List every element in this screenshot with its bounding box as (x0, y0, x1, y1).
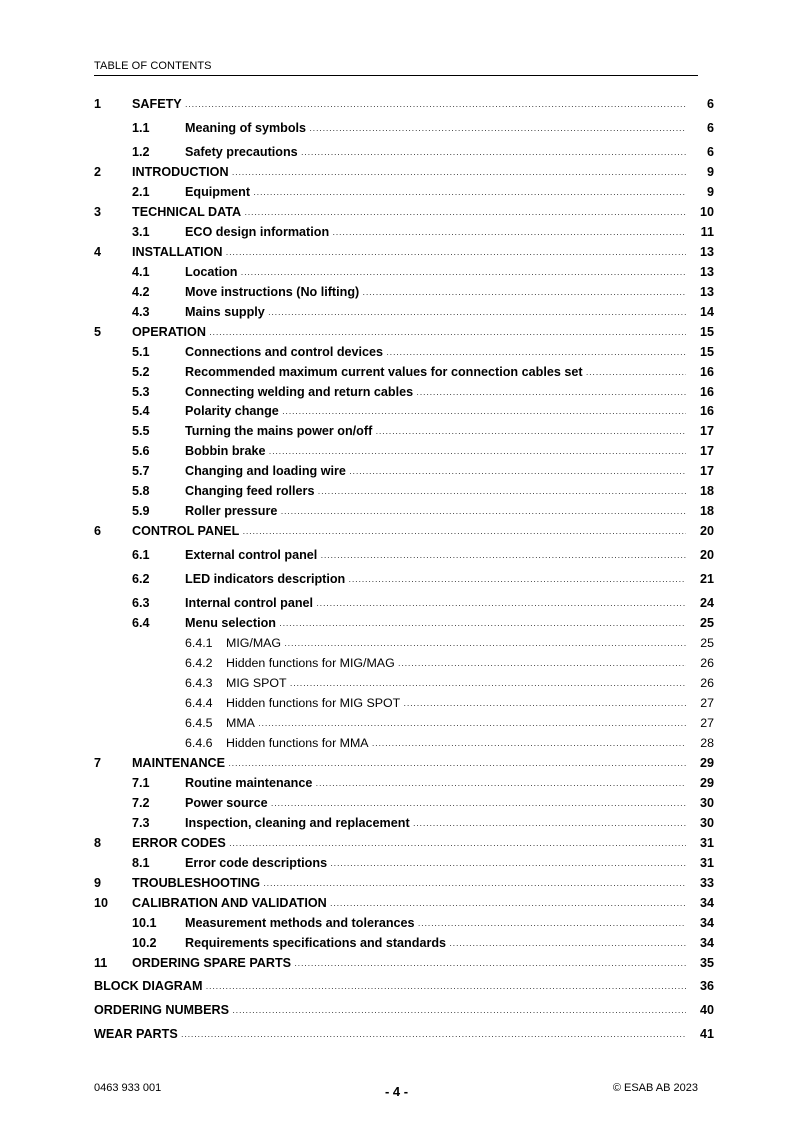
toc-entry[interactable] (94, 362, 714, 382)
toc-entry[interactable] (94, 521, 714, 541)
toc-entry-page: 14 (699, 305, 714, 319)
toc-entry-page: 6 (706, 97, 714, 111)
toc-entry-page: 13 (699, 285, 714, 299)
toc-entry[interactable] (94, 222, 714, 242)
toc-entry-number: 1.1 (132, 121, 150, 135)
toc-entry[interactable] (94, 693, 714, 713)
toc-entry-number: 6.2 (132, 572, 150, 586)
toc-entry-number: 6.3 (132, 596, 150, 610)
toc-entry-title[interactable]: Meaning of symbols ..... (185, 118, 686, 138)
toc-entry[interactable] (94, 501, 714, 521)
toc-entry[interactable] (94, 873, 714, 893)
toc-entry-number: 4.2 (132, 285, 150, 299)
toc-entry[interactable] (94, 401, 714, 421)
toc-entry[interactable] (94, 242, 714, 262)
toc-entry-number: 10.2 (132, 936, 157, 950)
toc-entry-page: 34 (699, 936, 714, 950)
toc-entry-number: 5.4 (132, 404, 150, 418)
toc-entry[interactable] (94, 142, 714, 162)
toc-entry-page: 26 (700, 676, 714, 690)
toc-entry-title[interactable]: OPERATION ..... (132, 322, 686, 342)
toc-entry-title[interactable]: MIG/MAG ..... (226, 633, 686, 653)
toc-entry-title[interactable]: ERROR CODES ..... (132, 833, 686, 853)
footer-copyright: © ESAB AB 2023 (612, 1082, 698, 1094)
toc-entry-title[interactable]: Safety precautions ..... (185, 142, 686, 162)
toc-entry-page: 26 (700, 656, 714, 670)
toc-entry[interactable] (94, 976, 714, 996)
toc-entry-page: 35 (699, 956, 714, 970)
toc-entry[interactable] (94, 481, 714, 501)
toc-entry[interactable] (94, 673, 714, 693)
toc-entry-title[interactable]: Turning the mains power on/off ..... (185, 421, 686, 441)
toc-entry-page: 30 (699, 816, 714, 830)
toc-entry-page: 30 (699, 796, 714, 810)
toc-entry[interactable] (94, 1000, 714, 1020)
toc-entry-number: 5.2 (132, 365, 150, 379)
toc-entry-number: 5.3 (132, 385, 150, 399)
toc-entry[interactable] (94, 1024, 714, 1044)
toc-entry-title[interactable]: BLOCK DIAGRAM ..... (94, 976, 686, 996)
toc-entry-number: 5.8 (132, 484, 150, 498)
toc-entry-number: 7.1 (132, 776, 150, 790)
toc-entry-number: 6.4.4 (185, 696, 213, 710)
toc-entry-title[interactable]: WEAR PARTS ..... (94, 1024, 686, 1044)
toc-entry-number: 2.1 (132, 185, 150, 199)
toc-entry-page: 34 (699, 916, 714, 930)
toc-entry-number: 6.4.2 (185, 656, 213, 670)
toc-entry[interactable] (94, 302, 714, 322)
toc-entry-title[interactable]: Connections and control devices ..... (185, 342, 686, 362)
toc-entry-title[interactable]: Move instructions (No lifting) ..... (185, 282, 686, 302)
toc-entry[interactable] (94, 441, 714, 461)
toc-entry-number: 5.9 (132, 504, 150, 518)
toc-entry[interactable] (94, 753, 714, 773)
toc-entry-page: 13 (699, 265, 714, 279)
toc-entry-page: 40 (699, 1003, 714, 1017)
toc-entry-title[interactable]: Equipment ..... (185, 182, 686, 202)
toc-entry-number: 4 (94, 245, 102, 259)
toc-entry-page: 20 (699, 548, 714, 562)
toc-entry-title[interactable]: Polarity change ..... (185, 401, 686, 421)
toc-entry-page: 29 (699, 756, 714, 770)
toc-entry-number: 9 (94, 876, 102, 890)
toc-entry[interactable] (94, 461, 714, 481)
toc-entry-title[interactable]: Changing feed rollers ..... (185, 481, 686, 501)
toc-entry-page: 16 (699, 404, 714, 418)
toc-header-title: TABLE OF CONTENTS (94, 60, 212, 72)
toc-entry-title[interactable]: Mains supply ..... (185, 302, 686, 322)
toc-entry-number: 7.3 (132, 816, 150, 830)
toc-entry-title[interactable]: Bobbin brake ..... (185, 441, 686, 461)
toc-entry-title[interactable]: Connecting welding and return cables ..... (185, 382, 686, 402)
toc-entry[interactable] (94, 118, 714, 138)
toc-entry[interactable] (94, 182, 714, 202)
toc-entry[interactable] (94, 545, 714, 565)
toc-entry[interactable] (94, 713, 714, 733)
toc-entry-title[interactable]: Recommended maximum current values for connection cables set ..... (185, 362, 686, 382)
toc-entry-title[interactable]: Menu selection ..... (185, 613, 686, 633)
toc-entry-title[interactable]: Power source ..... (185, 793, 686, 813)
footer-doc-number: 0463 933 001 (94, 1082, 162, 1094)
toc-entry[interactable] (94, 813, 714, 833)
toc-entry[interactable] (94, 94, 714, 114)
toc-entry-page: 28 (700, 736, 714, 750)
toc-entry-number: 11 (94, 956, 108, 970)
toc-entry-title[interactable]: Internal control panel ..... (185, 593, 686, 613)
toc-entry-number: 1.2 (132, 145, 150, 159)
toc-entry-page: 18 (699, 504, 714, 518)
toc-entry-title[interactable]: Error code descriptions ..... (185, 853, 686, 873)
toc-entry-number: 4.3 (132, 305, 150, 319)
toc-entry-page: 9 (706, 185, 714, 199)
toc-entry[interactable] (94, 421, 714, 441)
toc-entry-number: 5 (94, 325, 102, 339)
toc-entry[interactable] (94, 773, 714, 793)
toc-entry-title[interactable]: Routine maintenance ..... (185, 773, 686, 793)
toc-entry-number: 8 (94, 836, 102, 850)
toc-entry-number: 4.1 (132, 265, 150, 279)
toc-entry[interactable] (94, 382, 714, 402)
toc-entry-page: 6 (706, 145, 714, 159)
toc-entry[interactable] (94, 893, 714, 913)
toc-entry-page: 16 (699, 365, 714, 379)
toc-entry-page: 15 (699, 345, 714, 359)
toc-entry-number: 5.5 (132, 424, 150, 438)
toc-entry-number: 8.1 (132, 856, 150, 870)
toc-entry-page: 9 (706, 165, 714, 179)
toc-entry-title[interactable]: Roller pressure ..... (185, 501, 686, 521)
toc-entry-number: 3 (94, 205, 102, 219)
toc-entry-title[interactable]: Hidden functions for MIG/MAG ..... (226, 653, 686, 673)
toc-entry-title[interactable]: Requirements specifications and standards ..... (185, 933, 686, 953)
toc-entry-title[interactable]: Inspection, cleaning and replacement ..... (185, 813, 686, 833)
toc-entry-title[interactable]: ORDERING SPARE PARTS ..... (132, 953, 686, 973)
toc-entry-page: 33 (699, 876, 714, 890)
toc-entry-title[interactable]: External control panel ..... (185, 545, 686, 565)
toc-entry-page: 17 (699, 464, 714, 478)
toc-entry[interactable] (94, 853, 714, 873)
toc-entry[interactable] (94, 633, 714, 653)
toc-entry-page: 25 (700, 636, 714, 650)
toc-entry-page: 11 (700, 225, 714, 239)
toc-entry[interactable] (94, 913, 714, 933)
toc-entry[interactable] (94, 613, 714, 633)
toc-entry-number: 10 (94, 896, 109, 910)
toc-entry-title[interactable]: SAFETY ..... (132, 94, 686, 114)
toc-entry-page: 27 (700, 716, 714, 730)
toc-entry-page: 13 (699, 245, 714, 259)
toc-entry-number: 7.2 (132, 796, 150, 810)
toc-entry-title[interactable]: Measurement methods and tolerances ..... (185, 913, 686, 933)
toc-entry-page: 16 (699, 385, 714, 399)
toc-entry-number: 1 (94, 97, 102, 111)
toc-entry-number: 6.4.1 (185, 636, 213, 650)
toc-entry[interactable] (94, 653, 714, 673)
toc-entry-title[interactable]: Hidden functions for MMA ..... (226, 733, 686, 753)
toc-entry[interactable] (94, 953, 714, 973)
toc-entry-number: 6.4 (132, 616, 150, 630)
toc-entry-title[interactable]: ECO design information ..... (185, 222, 686, 242)
toc-entry-title[interactable]: INTRODUCTION ..... (132, 162, 686, 182)
toc-entry-title[interactable]: Changing and loading wire ..... (185, 461, 686, 481)
toc-entry-title[interactable]: Hidden functions for MIG SPOT ..... (226, 693, 686, 713)
toc-entry-title[interactable]: Location ..... (185, 262, 686, 282)
toc-entry-page: 17 (699, 444, 714, 458)
toc-entry[interactable] (94, 593, 714, 613)
toc-entry-page: 27 (700, 696, 714, 710)
toc-entry[interactable] (94, 569, 714, 589)
toc-entry[interactable] (94, 833, 714, 853)
toc-header (94, 60, 698, 76)
footer-page-number: - 4 - (384, 1084, 409, 1099)
toc-entry[interactable] (94, 282, 714, 302)
toc-entry[interactable] (94, 262, 714, 282)
toc-entry-page: 24 (699, 596, 714, 610)
toc-entry-page: 6 (706, 121, 714, 135)
toc-entry-number: 5.7 (132, 464, 150, 478)
toc-entry-title[interactable]: LED indicators description ..... (185, 569, 686, 589)
toc-entry[interactable] (94, 322, 714, 342)
toc-entry-title[interactable]: INSTALLATION ..... (132, 242, 686, 262)
toc-entry-number: 6.4.3 (185, 676, 213, 690)
toc-entry-title[interactable]: CALIBRATION AND VALIDATION ..... (132, 893, 686, 913)
toc-entry-title[interactable]: CONTROL PANEL ..... (132, 521, 686, 541)
toc-entry-page: 20 (699, 524, 714, 538)
toc-entry-page: 34 (699, 896, 714, 910)
toc-entry[interactable] (94, 793, 714, 813)
toc-entry-page: 41 (699, 1027, 714, 1041)
toc-entry-title[interactable]: MIG SPOT ..... (226, 673, 686, 693)
toc-entry-page: 36 (699, 979, 714, 993)
toc-entry-page: 31 (699, 856, 714, 870)
toc-entry-title[interactable]: TECHNICAL DATA ..... (132, 202, 686, 222)
toc-entry-title[interactable]: MMA ..... (226, 713, 686, 733)
toc-entry-page: 29 (699, 776, 714, 790)
toc-entry-title[interactable]: TROUBLESHOOTING ..... (132, 873, 686, 893)
toc-entry[interactable] (94, 162, 714, 182)
toc-entry-page: 17 (699, 424, 714, 438)
toc-entry-page: 25 (699, 616, 714, 630)
toc-entry-number: 6 (94, 524, 102, 538)
toc-entry[interactable] (94, 933, 714, 953)
toc-entry-number: 5.6 (132, 444, 150, 458)
toc-entry[interactable] (94, 342, 714, 362)
toc-entry-page: 21 (699, 572, 714, 586)
toc-entry-number: 5.1 (132, 345, 150, 359)
toc-entry-number: 6.4.5 (185, 716, 213, 730)
toc-entry[interactable] (94, 733, 714, 753)
toc-entry-number: 6.1 (132, 548, 150, 562)
toc-entry-number: 10.1 (132, 916, 157, 930)
toc-entry-number: 6.4.6 (185, 736, 213, 750)
toc-entry-page: 18 (699, 484, 714, 498)
toc-entry-page: 10 (699, 205, 714, 219)
toc-entry-page: 31 (699, 836, 714, 850)
toc-entry-title[interactable]: ORDERING NUMBERS ..... (94, 1000, 686, 1020)
toc-entry-title[interactable]: MAINTENANCE ..... (132, 753, 686, 773)
toc-entry-page: 15 (699, 325, 714, 339)
toc-entry-number: 2 (94, 165, 102, 179)
toc-entry-number: 3.1 (132, 225, 150, 239)
toc-entry-number: 7 (94, 756, 102, 770)
toc-entry[interactable] (94, 202, 714, 222)
